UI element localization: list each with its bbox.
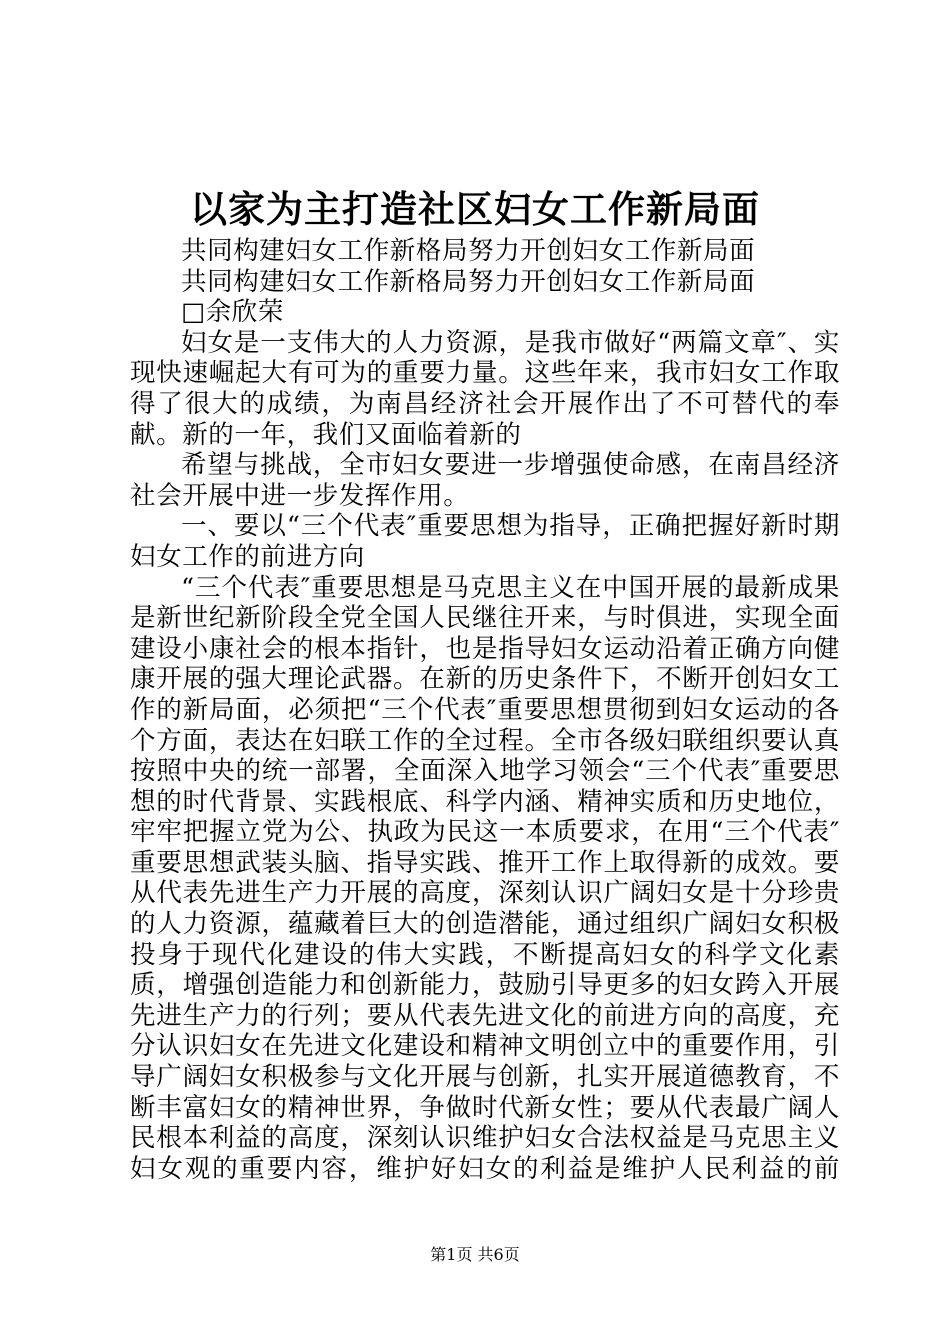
- document-title: 以家为主打造社区妇女工作新局面: [190, 187, 760, 231]
- section-heading-1: 一、要以“三个代表″重要思想为指导，正确把握好新时期妇女工作的前进方向: [130, 511, 840, 572]
- paragraph-3: “三个代表″重要思想是马克思主义在中国开展的最新成果是新世纪新阶段全党全国人民继往开来，与时俱进，实现全面建设小康社会的根本指针，也是指导妇女运动沿着正确方向健康开展的强大理论武器。在新的历史条件下，不断开创妇女工作的新局面，必须把“三个代表″重要思想贯彻到妇女运动的各个方面，表达在妇联工作的全过程。全市各级妇联组织要认真按照中央的统一部署，全面深入地学习领会“三个代表″重要思想的时代背景、实践根底、科学内涵、精神实质和历史地位，牢牢把握立党为公、执政为民这一本质要求，在用“三个代表″重要思想武装头脑、指导实践、推开工作上取得新的成效。要从代表先进生产力开展的高度，深刻认识广阔妇女是十分珍贵的人力资源，蕴藏着巨大的创造潜能，通过组织广阔妇女积极投身于现代化建设的伟大实践，不断提高妇女的科学文化素质，增强创造能力和创新能力，鼓励引导更多的妇女跨入开展先进生产力的行列；要从代表先进文化的前进方向的高度，充分认识妇女在先进文化建设和精神文明创立中的重要作用，引导广阔妇女积极参与文化开展与创新，扎实开展道德教育，不断丰富妇女的精神世界，争做时代新女性；要从代表最广阔人民根本利益的高度，深刻认识维护妇女合法权益是马克思主义妇女观的重要内容，维护好妇女的利益是维护人民利益的前: [130, 572, 840, 1184]
- page-footer: 第1页 共6页: [430, 1245, 520, 1264]
- paragraph-2: 希望与挑战，全市妇女要进一步增强使命感，在南昌经济社会开展中进一步发挥作用。: [130, 450, 840, 511]
- document-body: [130, 236, 840, 1184]
- paragraph-1: 妇女是一支伟大的人力资源，是我市做好“两篇文章″、实现快速崛起大有可为的重要力量。这些年来，我市妇女工作取得了很大的成绩，为南昌经济社会开展作出了不可替代的奉献。新的一年，我们又面临着新的: [130, 327, 840, 450]
- subtitle-line-1: 共同构建妇女工作新格局努力开创妇女工作新局面: [181, 236, 756, 266]
- author-line: □余欣荣: [181, 297, 284, 328]
- subtitle-line-2: 共同构建妇女工作新格局努力开创妇女工作新局面: [181, 266, 756, 297]
